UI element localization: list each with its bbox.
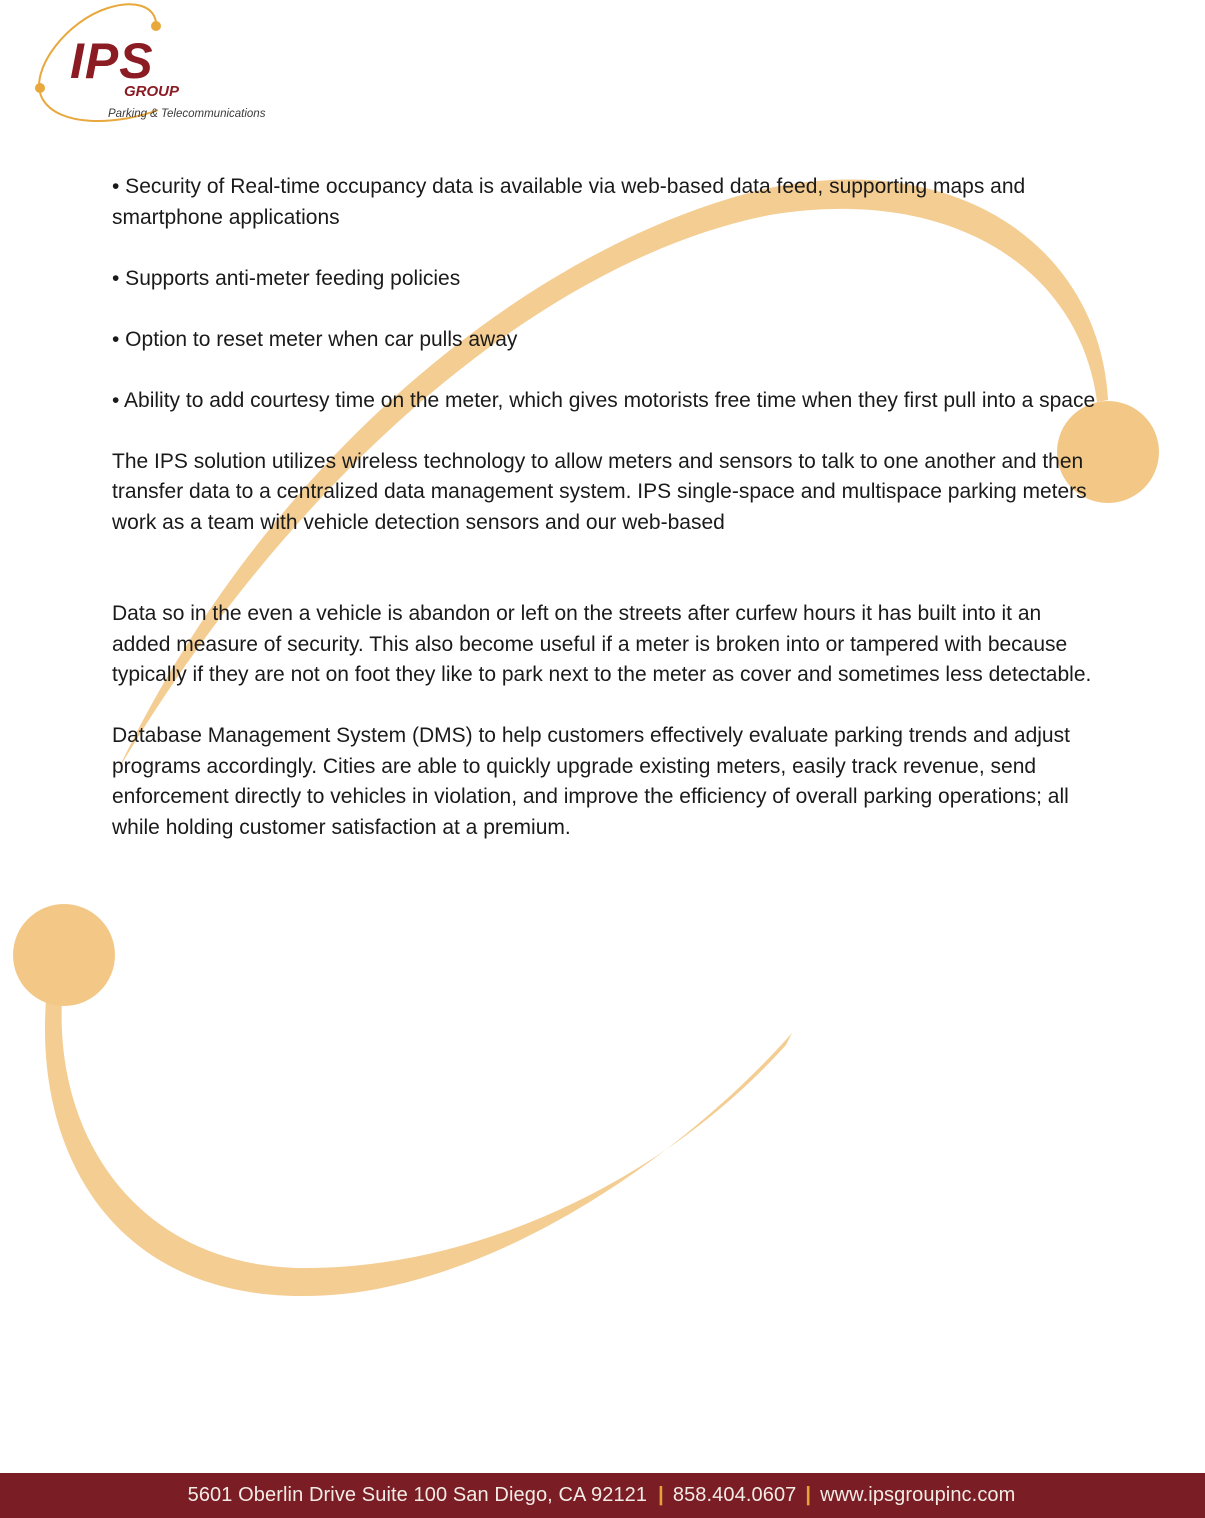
footer-bar bbox=[0, 1473, 1205, 1518]
bullet-item: • Ability to add courtesy time on the meter, which gives motorists free time when they first pull into a space bbox=[112, 388, 1096, 412]
paragraph: The IPS solution utilizes wireless technology to allow meters and sensors to talk to one another and then transfer data to a centralized data management system. IPS single-space and multispace parking meters work as a team with vehicle detection sensors and our web-based bbox=[112, 449, 1087, 534]
footer-phone: 858.404.0607 bbox=[672, 1484, 797, 1506]
ips-group-logo bbox=[28, 0, 298, 132]
bullet-item: • Security of Real-time occupancy data is available via web-based data feed, supporting maps and smartphone applications bbox=[112, 175, 1026, 229]
document-body bbox=[112, 172, 1097, 874]
bullet-item: • Supports anti-meter feeding policies bbox=[112, 266, 461, 290]
lower-arc-ball bbox=[13, 904, 115, 1006]
bullet-item: • Option to reset meter when car pulls away bbox=[112, 327, 518, 351]
logo-mark: IPS bbox=[70, 33, 154, 89]
footer-separator: | bbox=[805, 1484, 812, 1506]
footer-website-link[interactable]: www.ipsgroupinc.com bbox=[820, 1484, 1016, 1506]
logo-tagline: Parking & Telecommunications bbox=[108, 108, 266, 120]
lower-arc bbox=[45, 1000, 792, 1296]
footer-separator: | bbox=[658, 1484, 664, 1506]
paragraph: Database Management System (DMS) to help customers effectively evaluate parking trends and adjust programs accordingly. Cities are able to quickly upgrade existing meters, easily track revenue, send enforcement directly to vehicles in violation, and improve the efficiency of overall parking operations; all while holding customer satisfaction at a premium. bbox=[112, 724, 1070, 839]
logo-group: GROUP bbox=[124, 83, 180, 100]
paragraph: Data so in the even a vehicle is abandon or left on the streets after curfew hours it has built into it an added measure of security. This also become useful if a meter is broken into or tampered with because typically if they are not on foot they like to park next to the meter as cover and sometimes less detectable. bbox=[112, 602, 1092, 686]
footer-address: 5601 Oberlin Drive Suite 100 San Diego, CA 92121 bbox=[187, 1484, 648, 1506]
